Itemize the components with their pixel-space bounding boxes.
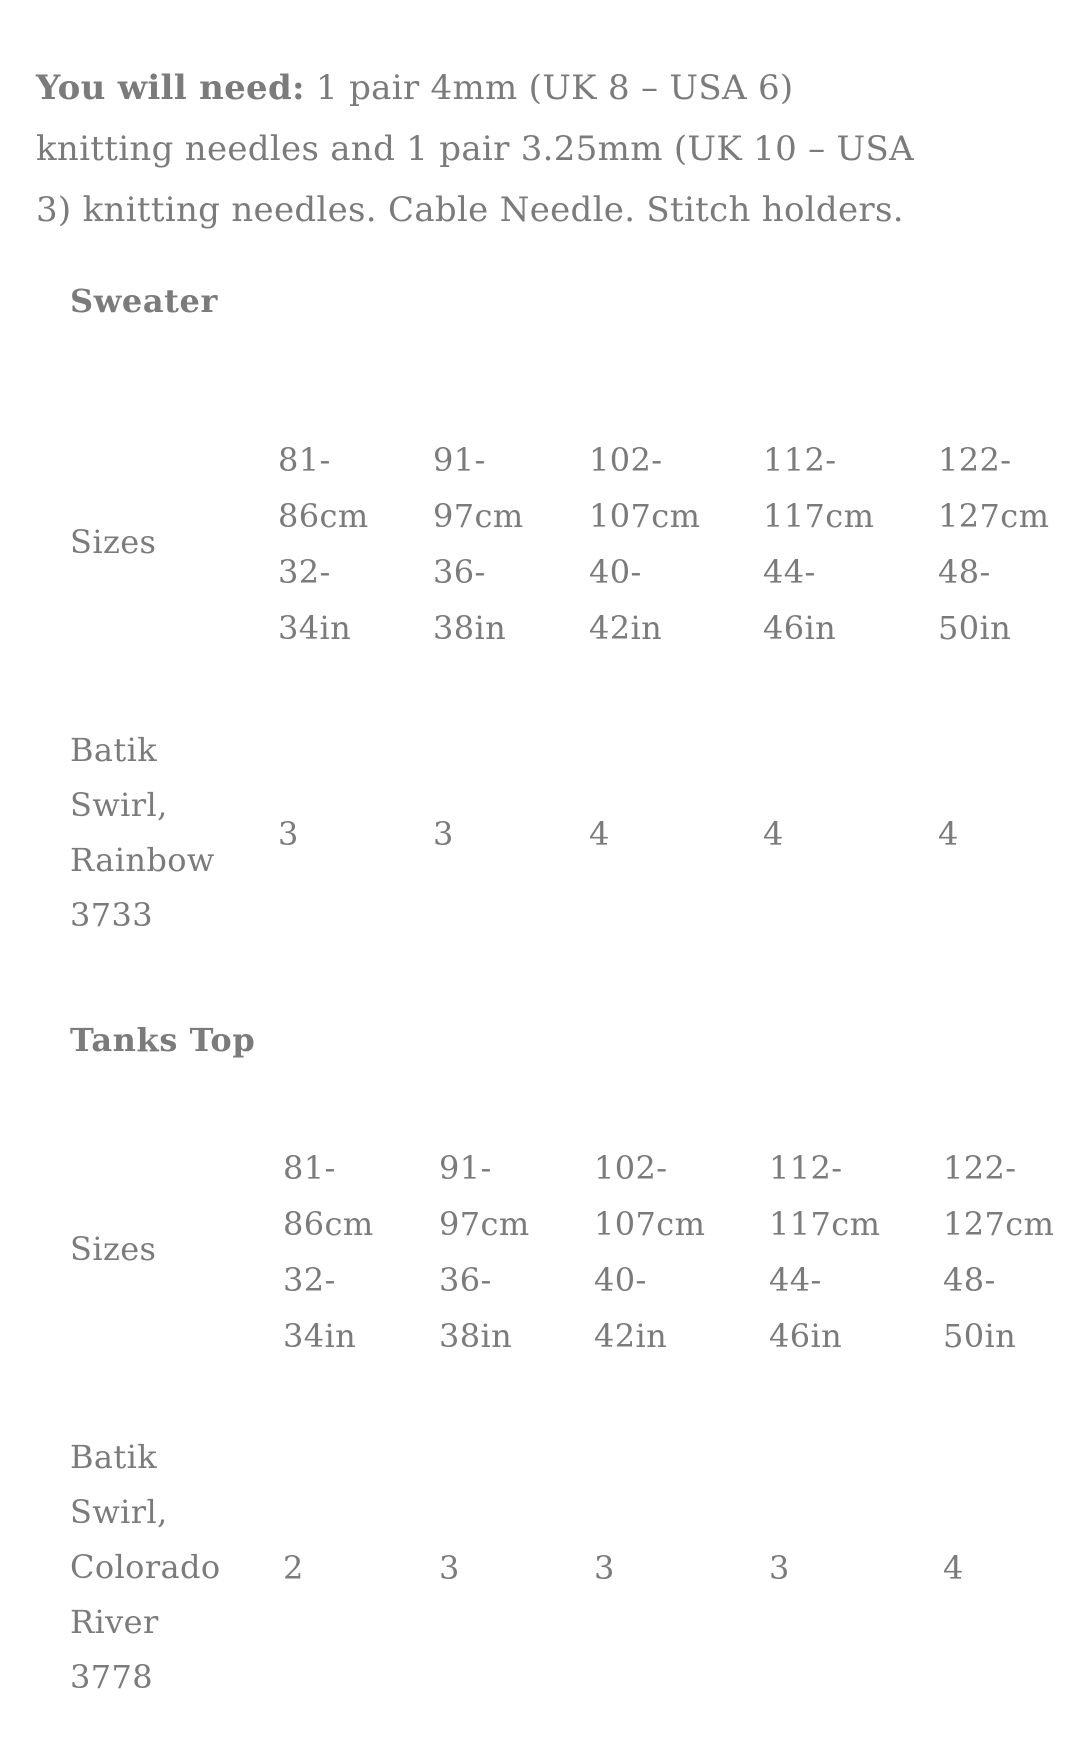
yarn-qty: 4 xyxy=(943,1549,964,1587)
yarn-qty: 4 xyxy=(763,815,784,853)
yarn-qty: 3 xyxy=(439,1549,460,1587)
size-cell: 102- 107cm 40- 42in xyxy=(589,441,701,647)
yarn-qty: 4 xyxy=(938,815,959,853)
size-cell: 91- 97cm 36- 38in xyxy=(433,441,524,647)
size-cell: 91- 97cm 36- 38in xyxy=(439,1149,530,1355)
sizes-label: Sizes xyxy=(70,523,157,561)
intro-text: 1 pair 4mm (UK 8 – USA 6) knitting needles and 1 pair 3.25mm (UK 10 – USA 3) knitting needles. Cable Needle. Stitch holders. xyxy=(36,68,914,230)
size-cell: 112- 117cm 44- 46in xyxy=(763,441,875,647)
yarn-label: Batik Swirl, Colorado River 3778 xyxy=(70,1438,221,1696)
intro-paragraph xyxy=(36,58,936,241)
size-cell: 81- 86cm 32- 34in xyxy=(283,1149,374,1355)
section-title-tanks-top: Tanks Top xyxy=(70,1021,256,1059)
intro-lead: You will need: xyxy=(36,68,305,108)
size-cell: 122- 127cm 48- 50in xyxy=(938,441,1050,647)
yarn-label: Batik Swirl, Rainbow 3733 xyxy=(70,731,215,934)
sizes-label: Sizes xyxy=(70,1230,157,1268)
yarn-qty: 3 xyxy=(594,1549,615,1587)
size-cell: 112- 117cm 44- 46in xyxy=(769,1149,881,1355)
yarn-qty: 3 xyxy=(278,815,299,853)
size-cell: 102- 107cm 40- 42in xyxy=(594,1149,706,1355)
section-title-sweater: Sweater xyxy=(70,282,218,320)
yarn-qty: 2 xyxy=(283,1549,304,1587)
size-cell: 81- 86cm 32- 34in xyxy=(278,441,369,647)
yarn-qty: 3 xyxy=(433,815,454,853)
yarn-qty: 4 xyxy=(589,815,610,853)
yarn-qty: 3 xyxy=(769,1549,790,1587)
size-cell: 122- 127cm 48- 50in xyxy=(943,1149,1055,1355)
